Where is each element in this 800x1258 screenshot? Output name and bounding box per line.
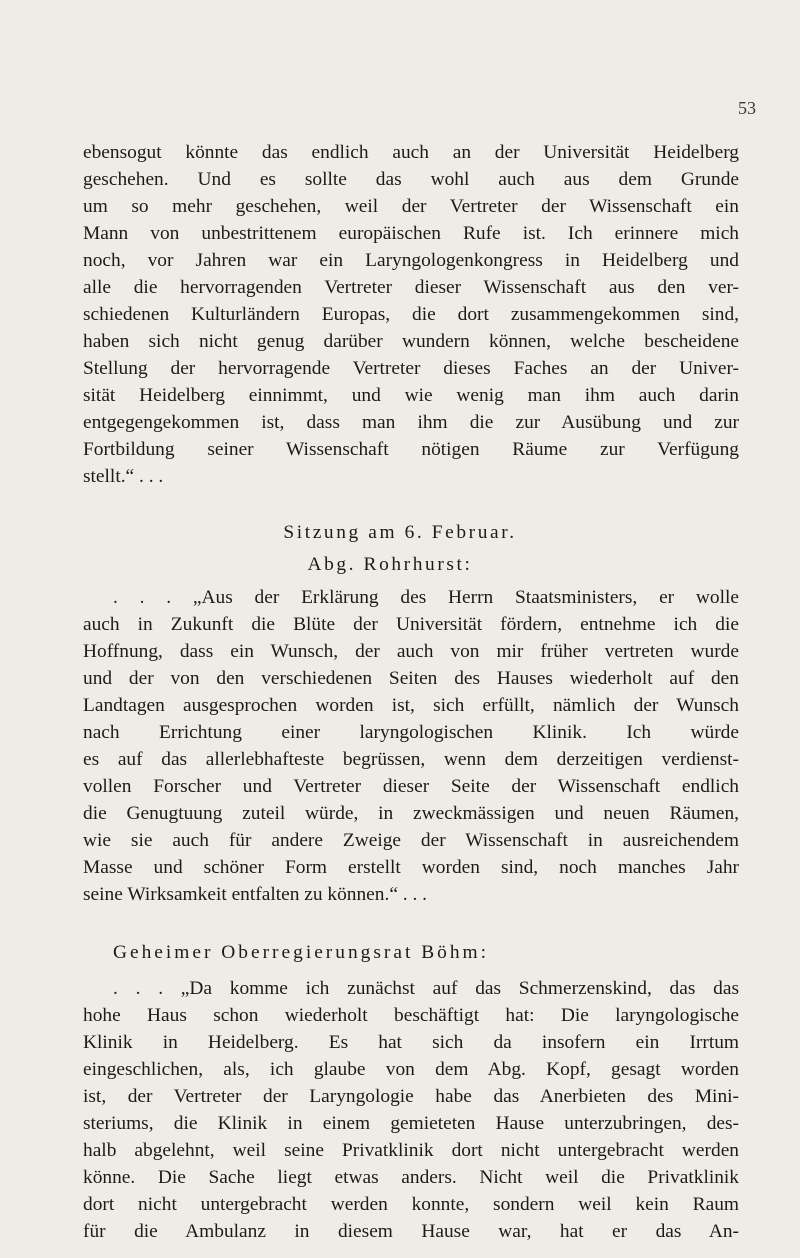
text-line: alle die hervorragenden Vertreter dieser Wissenschaft aus den ver- [83,277,739,298]
text-line: haben sich nicht genug darüber wundern können, welche bescheidene [83,331,739,352]
text-line: sität Heidelberg einnimmt, und wie wenig man ihm auch darin [83,385,739,406]
session-heading: Sitzung am 6. Februar. [283,522,517,543]
text-line: . . . „Aus der Erklärung des Herrn Staatsministers, er wolle [113,587,739,608]
text-line: stellt.“ . . . [83,466,164,487]
text-line: Klinik in Heidelberg. Es hat sich da insofern ein Irrtum [83,1032,739,1053]
text-line: seine Wirksamkeit entfalten zu können.“ . . . [83,884,428,905]
text-line: schiedenen Kulturländern Europas, die dort zusammengekommen sind, [83,304,739,325]
text-line: dort nicht untergebracht werden konnte, sondern weil kein Raum [83,1194,739,1215]
text-line: . . . „Da komme ich zunächst auf das Schmerzenskind, das das [113,978,739,999]
text-line: vollen Forscher und Vertreter dieser Seite der Wissenschaft endlich [83,776,739,797]
text-line: und der von den verschiedenen Seiten des Hauses wiederholt auf den [83,668,739,689]
text-line: könne. Die Sache liegt etwas anders. Nicht weil die Privatklinik [83,1167,739,1188]
text-line: eingeschlichen, als, ich glaube von dem Abg. Kopf, gesagt worden [83,1059,739,1080]
text-line: wie sie auch für andere Zweige der Wissenschaft in ausreichendem [83,830,739,851]
text-line: Masse und schöner Form erstellt worden sind, noch manches Jahr [83,857,739,878]
text-line: noch, vor Jahren war ein Laryngologenkongress in Heidelberg und [83,250,739,271]
text-line: entgegengekommen ist, dass man ihm die zur Ausübung und zur [83,412,739,433]
text-line: auch in Zukunft die Blüte der Universität fördern, entnehme ich die [83,614,739,635]
speaker-heading: Abg. Rohrhurst: [307,554,473,575]
text-line: ebensogut könnte das endlich auch an der Universität Heidelberg [83,142,739,163]
speaker-heading: Geheimer Oberregierungsrat Böhm: [113,942,489,963]
text-line: geschehen. Und es sollte das wohl auch aus dem Grunde [83,169,739,190]
text-line: um so mehr geschehen, weil der Vertreter der Wissenschaft ein [83,196,739,217]
text-line: Hoffnung, dass ein Wunsch, der auch von mir früher vertreten wurde [83,641,739,662]
text-line: für die Ambulanz in diesem Hause war, hat er das An- [83,1221,739,1242]
text-line: nach Errichtung einer laryngologischen Klinik. Ich würde [83,722,739,743]
page-number: 53 [738,98,756,118]
text-line: Fortbildung seiner Wissenschaft nötigen Räume zur Verfügung [83,439,739,460]
text-line: Landtagen ausgesprochen worden ist, sich erfüllt, nämlich der Wunsch [83,695,739,716]
text-line: halb abgelehnt, weil seine Privatklinik dort nicht untergebracht werden [83,1140,739,1161]
text-line: Stellung der hervorragende Vertreter dieses Faches an der Univer- [83,358,739,379]
text-line: die Genugtuung zuteil würde, in zweckmässigen und neuen Räumen, [83,803,739,824]
text-line: es auf das allerlebhafteste begrüssen, wenn dem derzeitigen verdienst- [83,749,739,770]
text-line: Mann von unbestrittenem europäischen Rufe ist. Ich erinnere mich [83,223,739,244]
text-line: hohe Haus schon wiederholt beschäftigt hat: Die laryngologische [83,1005,739,1026]
text-line: ist, der Vertreter der Laryngologie habe das Anerbieten des Mini- [83,1086,739,1107]
text-line: steriums, die Klinik in einem gemieteten Hause unterzubringen, des- [83,1113,739,1134]
